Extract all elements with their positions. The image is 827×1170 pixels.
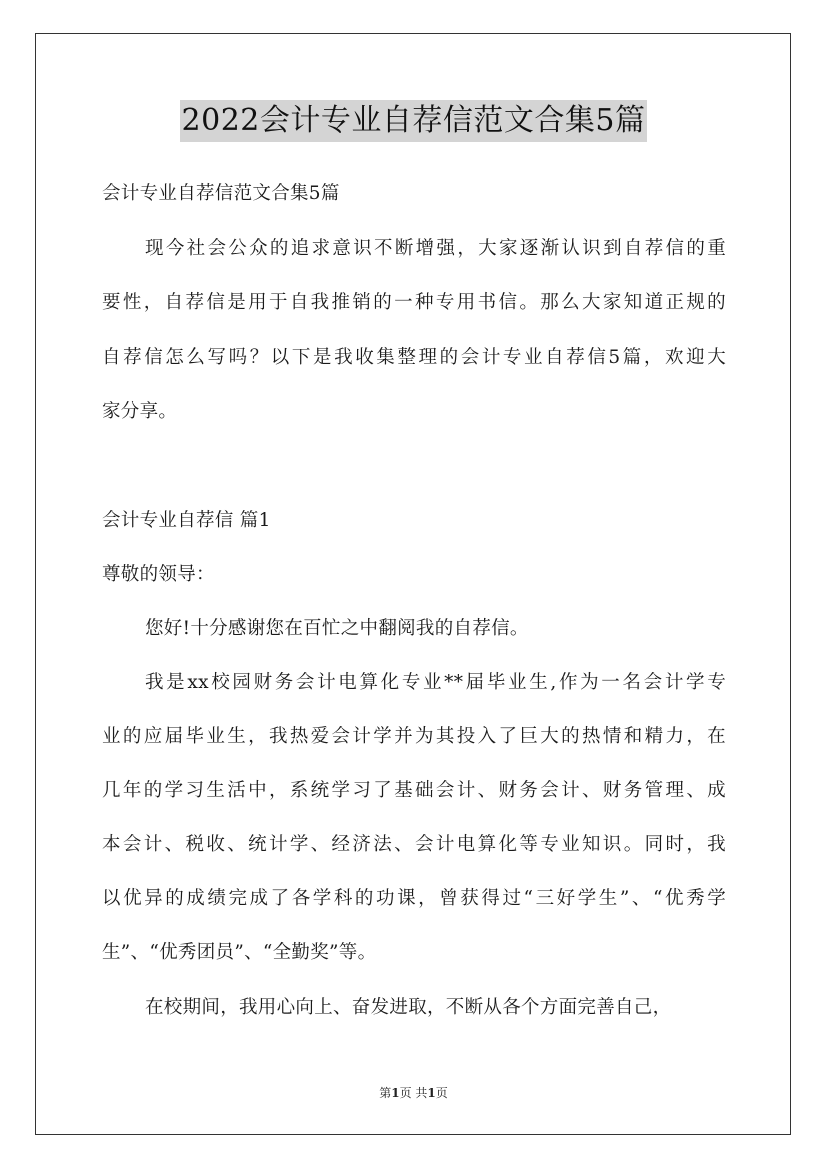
page-footer [0,1084,827,1101]
footer-prefix: 第 [379,1086,392,1100]
body-line-3: 几年的学习生活中，系统学习了基础会计、财务会计、财务管理、成 [102,780,726,801]
salutation: 尊敬的领导： [102,564,215,585]
intro-line-4: 家分享。 [102,401,178,422]
last-line: 在校期间，我用心向上、奋发进取，不断从各个方面完善自己， [145,997,672,1018]
footer-mid: 页 共 [399,1086,428,1100]
footer-total-pages: 1 [427,1086,436,1100]
footer-suffix: 页 [435,1086,448,1100]
document-subtitle: 会计专业自荐信范文合集5篇 [102,183,340,204]
body-line-2: 业的应届毕业生，我热爱会计学并为其投入了巨大的热情和精力，在 [102,726,726,747]
footer-current-page: 1 [391,1086,400,1100]
section-heading: 会计专业自荐信 篇1 [102,510,271,531]
body-line-4: 本会计、税收、统计学、经济法、会计电算化等专业知识。同时，我 [102,834,726,855]
document-title: 2022会计专业自荐信范文合集5篇 [180,100,648,142]
intro-line-2: 要性，自荐信是用于自我推销的一种专用书信。那么大家知道正规的 [102,292,726,313]
body-line-5: 以优异的成绩完成了各学科的功课，曾获得过“三好学生”、“优秀学 [102,888,726,909]
greeting: 您好!十分感谢您在百忙之中翻阅我的自荐信。 [145,618,529,639]
intro-line-1: 现今社会公众的追求意识不断增强，大家逐渐认识到自荐信的重 [145,238,726,259]
title-container [0,100,827,142]
body-line-6: 生”、“优秀团员”、“全勤奖”等。 [102,942,377,963]
body-line-1: 我是xx校园财务会计电算化专业**届毕业生,作为一名会计学专 [145,672,726,693]
intro-line-3: 自荐信怎么写吗？以下是我收集整理的会计专业自荐信5篇，欢迎大 [102,347,726,368]
